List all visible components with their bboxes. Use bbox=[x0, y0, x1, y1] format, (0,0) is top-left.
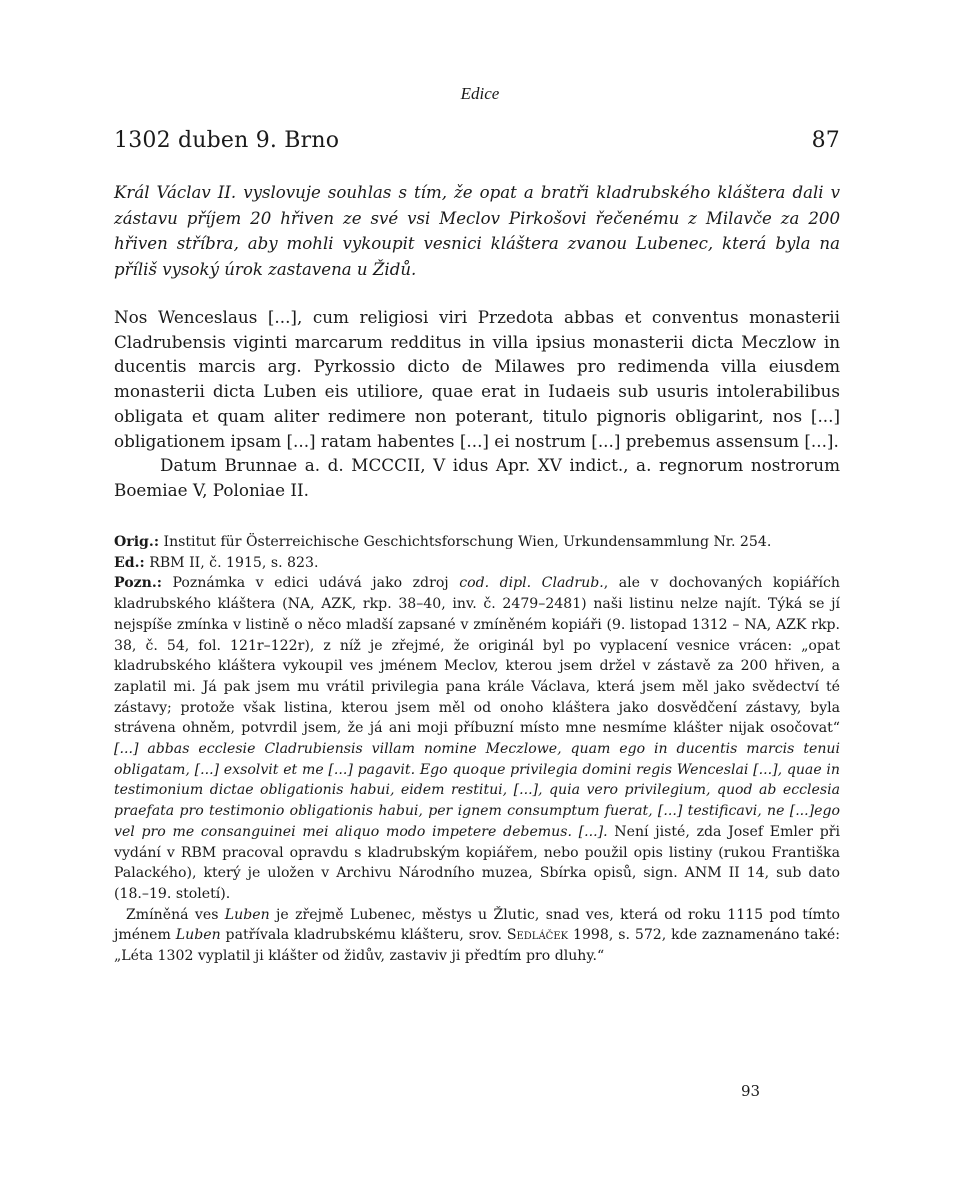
pozn-source-citation: cod. dipl. Cladrub. bbox=[459, 575, 604, 592]
pozn-label: Pozn.: bbox=[114, 575, 162, 592]
document-heading bbox=[114, 128, 840, 153]
orig-note bbox=[114, 532, 840, 553]
ed-note bbox=[114, 553, 840, 574]
critical-apparatus bbox=[114, 532, 840, 967]
regest-summary: Král Václav II. vyslovuje souhlas s tím, že opat a bratři kladrubského kláštera dali v zástavu příjem 20 hřiven ze své vsi Meclov Pirkošovi řečenému z Milavče za 200 hřiven stříbra, aby mohli vykoupit vesnici kláštera zvanou Lubenec, která byla na příliš vysoký úrok zastavena u Židů. bbox=[114, 183, 840, 279]
document-number: 87 bbox=[811, 128, 840, 153]
latin-text: Nos Wenceslaus [...], cum religiosi viri Przedota abbas et conventus monasterii Cladrubensis viginti marcarum redditus in villa ipsius monasterii dicta Meczlow in ducentis marcis arg. Pyrkossio dicto de Milawes pro redimenda villa eiusdem monasterii dicta Luben eis utiliore, quae erat in Iudaeis sub usuris intolerabilibus obligata et quam aliter redimere non poterant, titulo pignoris obligarint, nos [...] obligationem ipsam [...] ratam habentes [...] ei nostrum [...] prebemus assensum [...]. bbox=[114, 307, 840, 451]
running-head: Edice bbox=[460, 84, 500, 103]
place-text-1: Zmíněná ves bbox=[126, 906, 225, 923]
pozn-latin-quote: [...] abbas ecclesie Cladrubiensis villam nomine Meczlowe, quam ego in ducentis marcis tenui obligatam, [...] exsolvit et me [...] pagavit. Ego quoque privilegia domini regis Wenceslai [...], quae in testimonium dictae obligationis habui, eidem restitui, [...], quia vero privilegium, quod ab ecclesia praefata pro testimonio obligationis habui, per ignem consumptum fuerat, [...] testificavi, ne [...]ego vel pro me consanguinei mei aliquo modo impetere debemus. [...]. bbox=[114, 741, 840, 840]
author-citation: Sedláček bbox=[506, 927, 569, 944]
pozn-text-1: Poznámka v edici udává jako zdroj bbox=[172, 575, 460, 592]
place-text-2: je zřejmě Lubenec, městys u Žlutic, snad ves, která od roku 1115 pod tímto jménem bbox=[114, 906, 840, 944]
pozn-note bbox=[114, 573, 840, 904]
place-note bbox=[114, 905, 840, 967]
document-date-place: 1302 duben 9. Brno bbox=[114, 128, 340, 153]
page-number: 93 bbox=[741, 1082, 761, 1100]
orig-text: Institut für Österreichische Geschichtsforschung Wien, Urkundensammlung Nr. 254. bbox=[163, 534, 772, 550]
document-text bbox=[114, 305, 840, 503]
dating-clause: Datum Brunnae a. d. MCCCII, V idus Apr. XV indict., a. regnorum nostrorum Boemiae V, Poloniae II. bbox=[114, 455, 840, 500]
pozn-text-2: , ale v dochovaných kopiářích kladrubského kláštera (NA, AZK, rkp. 38–40, inv. č. 2479–2481) naši listinu nelze najít. Týká se jí nejspíše zmínka v listině o něco mladší zapsané v zmíněném kopiáři (9. listopad 1312 – NA, AZK rkp. 38, č. 54, fol. 121r–122r), z níž je zřejmé, že originál byl po vyplacení vesnice vrácen: „opat kladrubského kláštera vykoupil ves jménem Meclov, kterou jsem držel v zástavě za 200 hřiven, a zaplatil mi. Já pak jsem mu vrátil privilegia pana krále Václava, která jsem měl jako svědectví té zástavy; protože však listina, kterou jsem měl od onoho kláštera jako dosvědčení zástavy, byla strávena ohněm, potvrdil jsem, že já ani moji příbuzní místo mne nesmíme klášter nijak osočovat“ bbox=[114, 575, 840, 737]
ed-label: Ed.: bbox=[114, 554, 145, 571]
orig-label: Orig.: bbox=[114, 534, 160, 550]
place-text-4: 1998, s. 572, kde zaznamenáno také: „Léta 1302 vyplatil ji klášter od židův, zastaviv ji předtím pro dluhy.“ bbox=[114, 927, 840, 965]
place-name-1: Luben bbox=[224, 906, 270, 923]
place-text-3: patřívala kladrubskému klášteru, srov. bbox=[220, 927, 507, 944]
place-name-2: Luben bbox=[175, 927, 221, 944]
pozn-text-3: Není jisté, zda Josef Emler při vydání v RBM pracoval opravdu s kladrubským kopiářem, nebo použil opis listiny (rukou Františka Palackého), který je uložen v Archivu Národního muzea, Sbírka opisů, sign. ANM II 14, sub dato (18.–19. století). bbox=[114, 823, 840, 902]
ed-text: RBM II, č. 1915, s. 823. bbox=[149, 554, 319, 571]
